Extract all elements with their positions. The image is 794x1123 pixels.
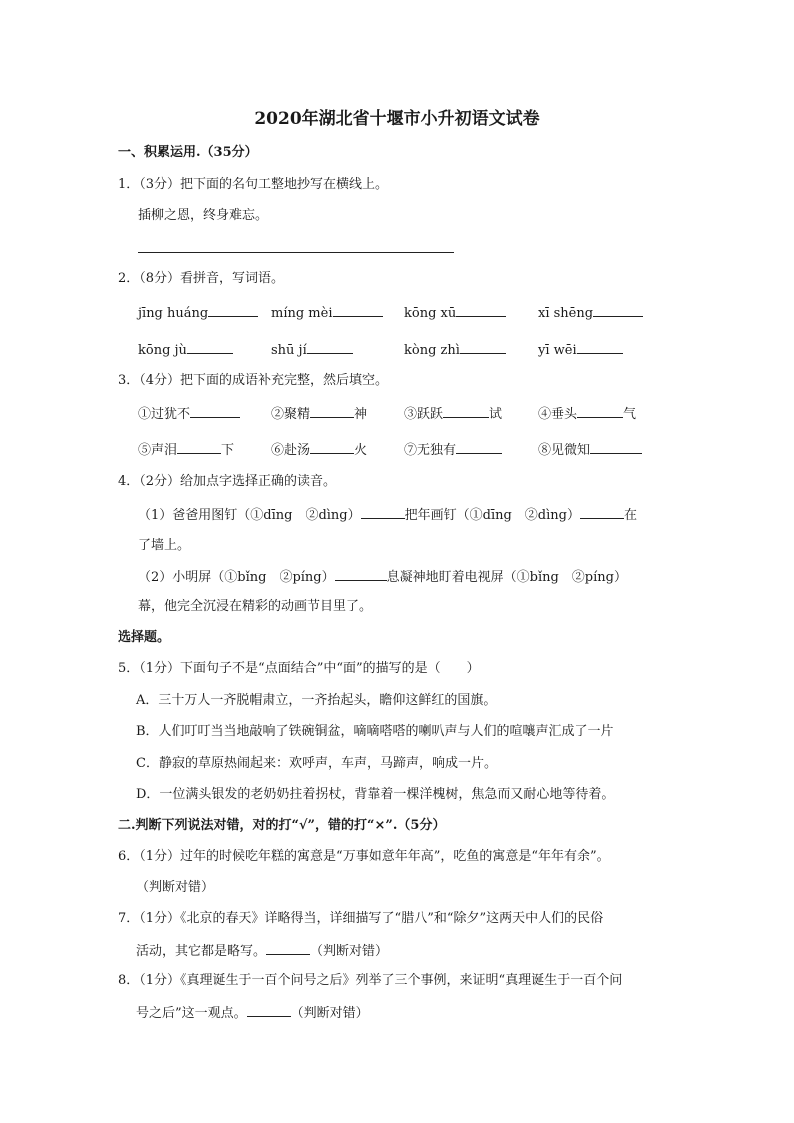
answer-blank[interactable]: [310, 440, 354, 454]
answer-blank[interactable]: [577, 404, 623, 418]
answer-blank[interactable]: [593, 303, 643, 317]
question-1-heading: 1．（3分）把下面的名句工整地抄写在横线上。: [118, 177, 389, 192]
option-a[interactable]: A．三十万人一齐脱帽肃立，一齐抬起头，瞻仰这鲜红的国旗。: [136, 693, 497, 708]
answer-blank[interactable]: [456, 440, 502, 454]
answer-blank[interactable]: [190, 404, 240, 418]
question-4-line-1: （1）爸爸用图钉（①dīng ②dìng） 把年画钉（①dīng ②dìng） 在: [138, 505, 637, 525]
pinyin-item: yī wēi: [538, 340, 623, 360]
question-7-line-1: 7．（1分）《北京的春天》详略得当，详细描写了“腊八”和“除夕”这两天中人们的民俗: [118, 911, 604, 926]
question-4-heading: 4．（2分）给加点字选择正确的读音。: [118, 474, 337, 489]
answer-blank[interactable]: [177, 440, 221, 454]
idiom-item: ①过犹不: [138, 404, 240, 424]
section-heading-choice: 选择题。: [118, 630, 171, 645]
question-1-text: 插柳之恩，终身难忘。: [138, 208, 269, 223]
question-2-heading: 2．（8分）看拼音，写词语。: [118, 271, 285, 286]
question-6-line-2: （判断对错）: [136, 880, 215, 895]
idiom-item: ③跃跃 试: [404, 404, 502, 424]
question-4-line-3: （2）小明屏（①bǐng ②píng） 息凝神地盯着电视屏（①bǐng ②píng）: [138, 567, 627, 587]
question-8-line-2: 号之后”这一观点。 （判断对错）: [136, 1003, 369, 1023]
pinyin-item: shū jí: [271, 340, 353, 360]
question-6-line-1: 6．（1分）过年的时候吃年糕的寓意是“万事如意年年高”，吃鱼的寓意是“年年有余”。: [118, 849, 610, 864]
question-3-heading: 3．（4分）把下面的成语补充完整，然后填空。: [118, 373, 389, 388]
page-title: 2020年湖北省十堰市小升初语文试卷: [254, 109, 540, 129]
section-heading-2: 二.判断下列说法对错，对的打“√”，错的打“×”.（5分）: [118, 818, 446, 833]
idiom-item: ④垂头 气: [538, 404, 636, 424]
answer-blank[interactable]: [590, 440, 642, 454]
pinyin-item: jīng huáng: [138, 303, 258, 323]
question-8-line-1: 8．（1分）《真理诞生于一百个问号之后》列举了三个事例，来证明“真理诞生于一百个问: [118, 973, 623, 988]
idiom-item: ⑥赴汤 火: [271, 440, 367, 460]
answer-blank[interactable]: [310, 404, 354, 418]
question-7-line-2: 活动，其它都是略写。 （判断对错）: [136, 941, 388, 961]
answer-blank[interactable]: [187, 340, 233, 354]
option-c[interactable]: C．静寂的草原热闹起来：欢呼声，车声，马蹄声，响成一片。: [136, 756, 497, 771]
question-4-line-4: 幕，他完全沉浸在精彩的动画节目里了。: [138, 599, 373, 614]
pinyin-item: kōng jù: [138, 340, 233, 360]
question-5-heading: 5．（1分）下面句子不是“点面结合”中“面”的描写的是（ ）: [118, 661, 480, 676]
pinyin-item: míng mèi: [271, 303, 383, 323]
answer-blank[interactable]: [456, 303, 506, 317]
section-heading-1: 一、积累运用.（35分）: [118, 145, 258, 160]
answer-blank[interactable]: [208, 303, 258, 317]
answer-blank[interactable]: [247, 1003, 291, 1017]
answer-blank[interactable]: [333, 303, 383, 317]
answer-blank[interactable]: [460, 340, 506, 354]
question-4-line-2: 了墙上。: [138, 538, 191, 553]
answer-blank[interactable]: [361, 505, 405, 519]
answer-blank[interactable]: [443, 404, 489, 418]
idiom-item: ⑦无独有: [404, 440, 502, 460]
option-b[interactable]: B．人们叮叮当当地敲响了铁碗铜盆，嘀嘀嗒嗒的喇叭声与人们的喧嚷声汇成了一片: [136, 724, 614, 739]
pinyin-item: kōng xū: [404, 303, 506, 323]
pinyin-item: xī shēng: [538, 303, 643, 323]
idiom-item: ②聚精 神: [271, 404, 367, 424]
idiom-item: ⑧见微知: [538, 440, 642, 460]
answer-blank[interactable]: [266, 941, 310, 955]
pinyin-item: kòng zhì: [404, 340, 506, 360]
answer-blank[interactable]: [335, 567, 387, 581]
answer-blank[interactable]: [307, 340, 353, 354]
answer-blank[interactable]: [580, 505, 624, 519]
answer-blank[interactable]: [577, 340, 623, 354]
idiom-item: ⑤声泪 下: [138, 440, 234, 460]
answer-line[interactable]: [138, 252, 454, 253]
option-d[interactable]: D．一位满头银发的老奶奶拄着拐杖，背靠着一棵洋槐树，焦急而又耐心地等待着。: [136, 787, 615, 802]
